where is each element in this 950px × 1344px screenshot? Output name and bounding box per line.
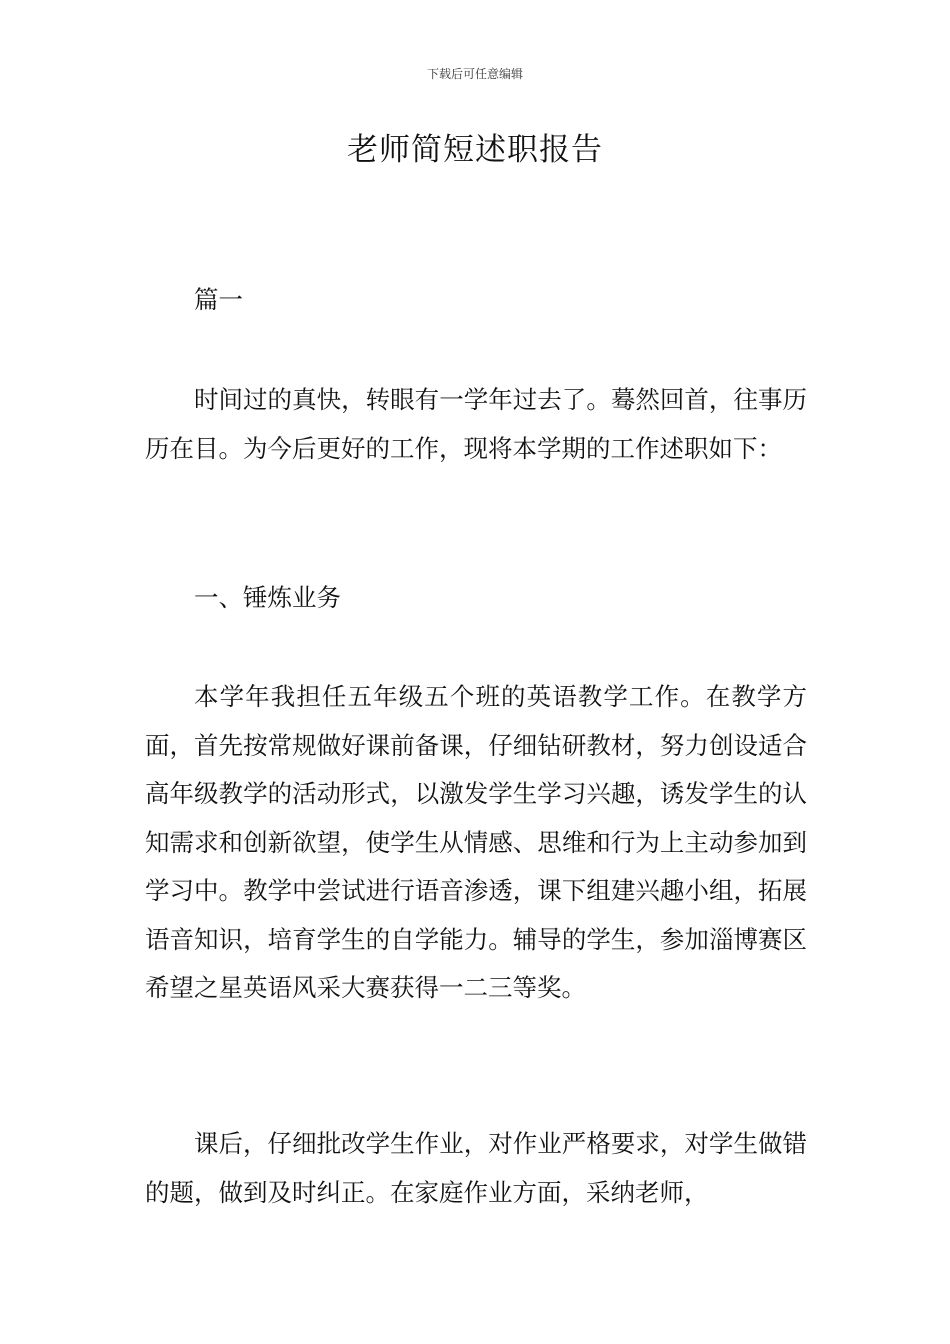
section-label: 篇一 xyxy=(194,285,243,314)
page-header-note: 下载后可任意编辑 xyxy=(426,67,523,81)
teaching-paragraph: 本学年我担任五年级五个班的英语教学工作。在教学方面，首先按常规做好课前备课，仔细钻研教材，努力创设适合高年级教学的活动形式，以激发学生学习兴趣，诱发学生的认知需求和创新欲望，使学生从情感、思维和行为上主动参加到学习中。教学中尝试进行语音渗透，课下组建兴趣小组，拓展语音知识，培育学生的自学能力。辅导的学生，参加淄博赛区希望之星英语风采大赛获得一二三等奖。 xyxy=(145,682,807,1002)
document-title: 老师简短述职报告 xyxy=(347,132,603,168)
section-heading: 一、锤炼业务 xyxy=(194,583,341,612)
after-class-paragraph: 课后，仔细批改学生作业，对作业严格要求，对学生做错的题，做到及时纠正。在家庭作业方面，采纳老师， xyxy=(145,1129,807,1207)
intro-paragraph: 时间过的真快，转眼有一学年过去了。蓦然回首，往事历历在目。为今后更好的工作，现将本学期的工作述职如下： xyxy=(145,385,807,463)
